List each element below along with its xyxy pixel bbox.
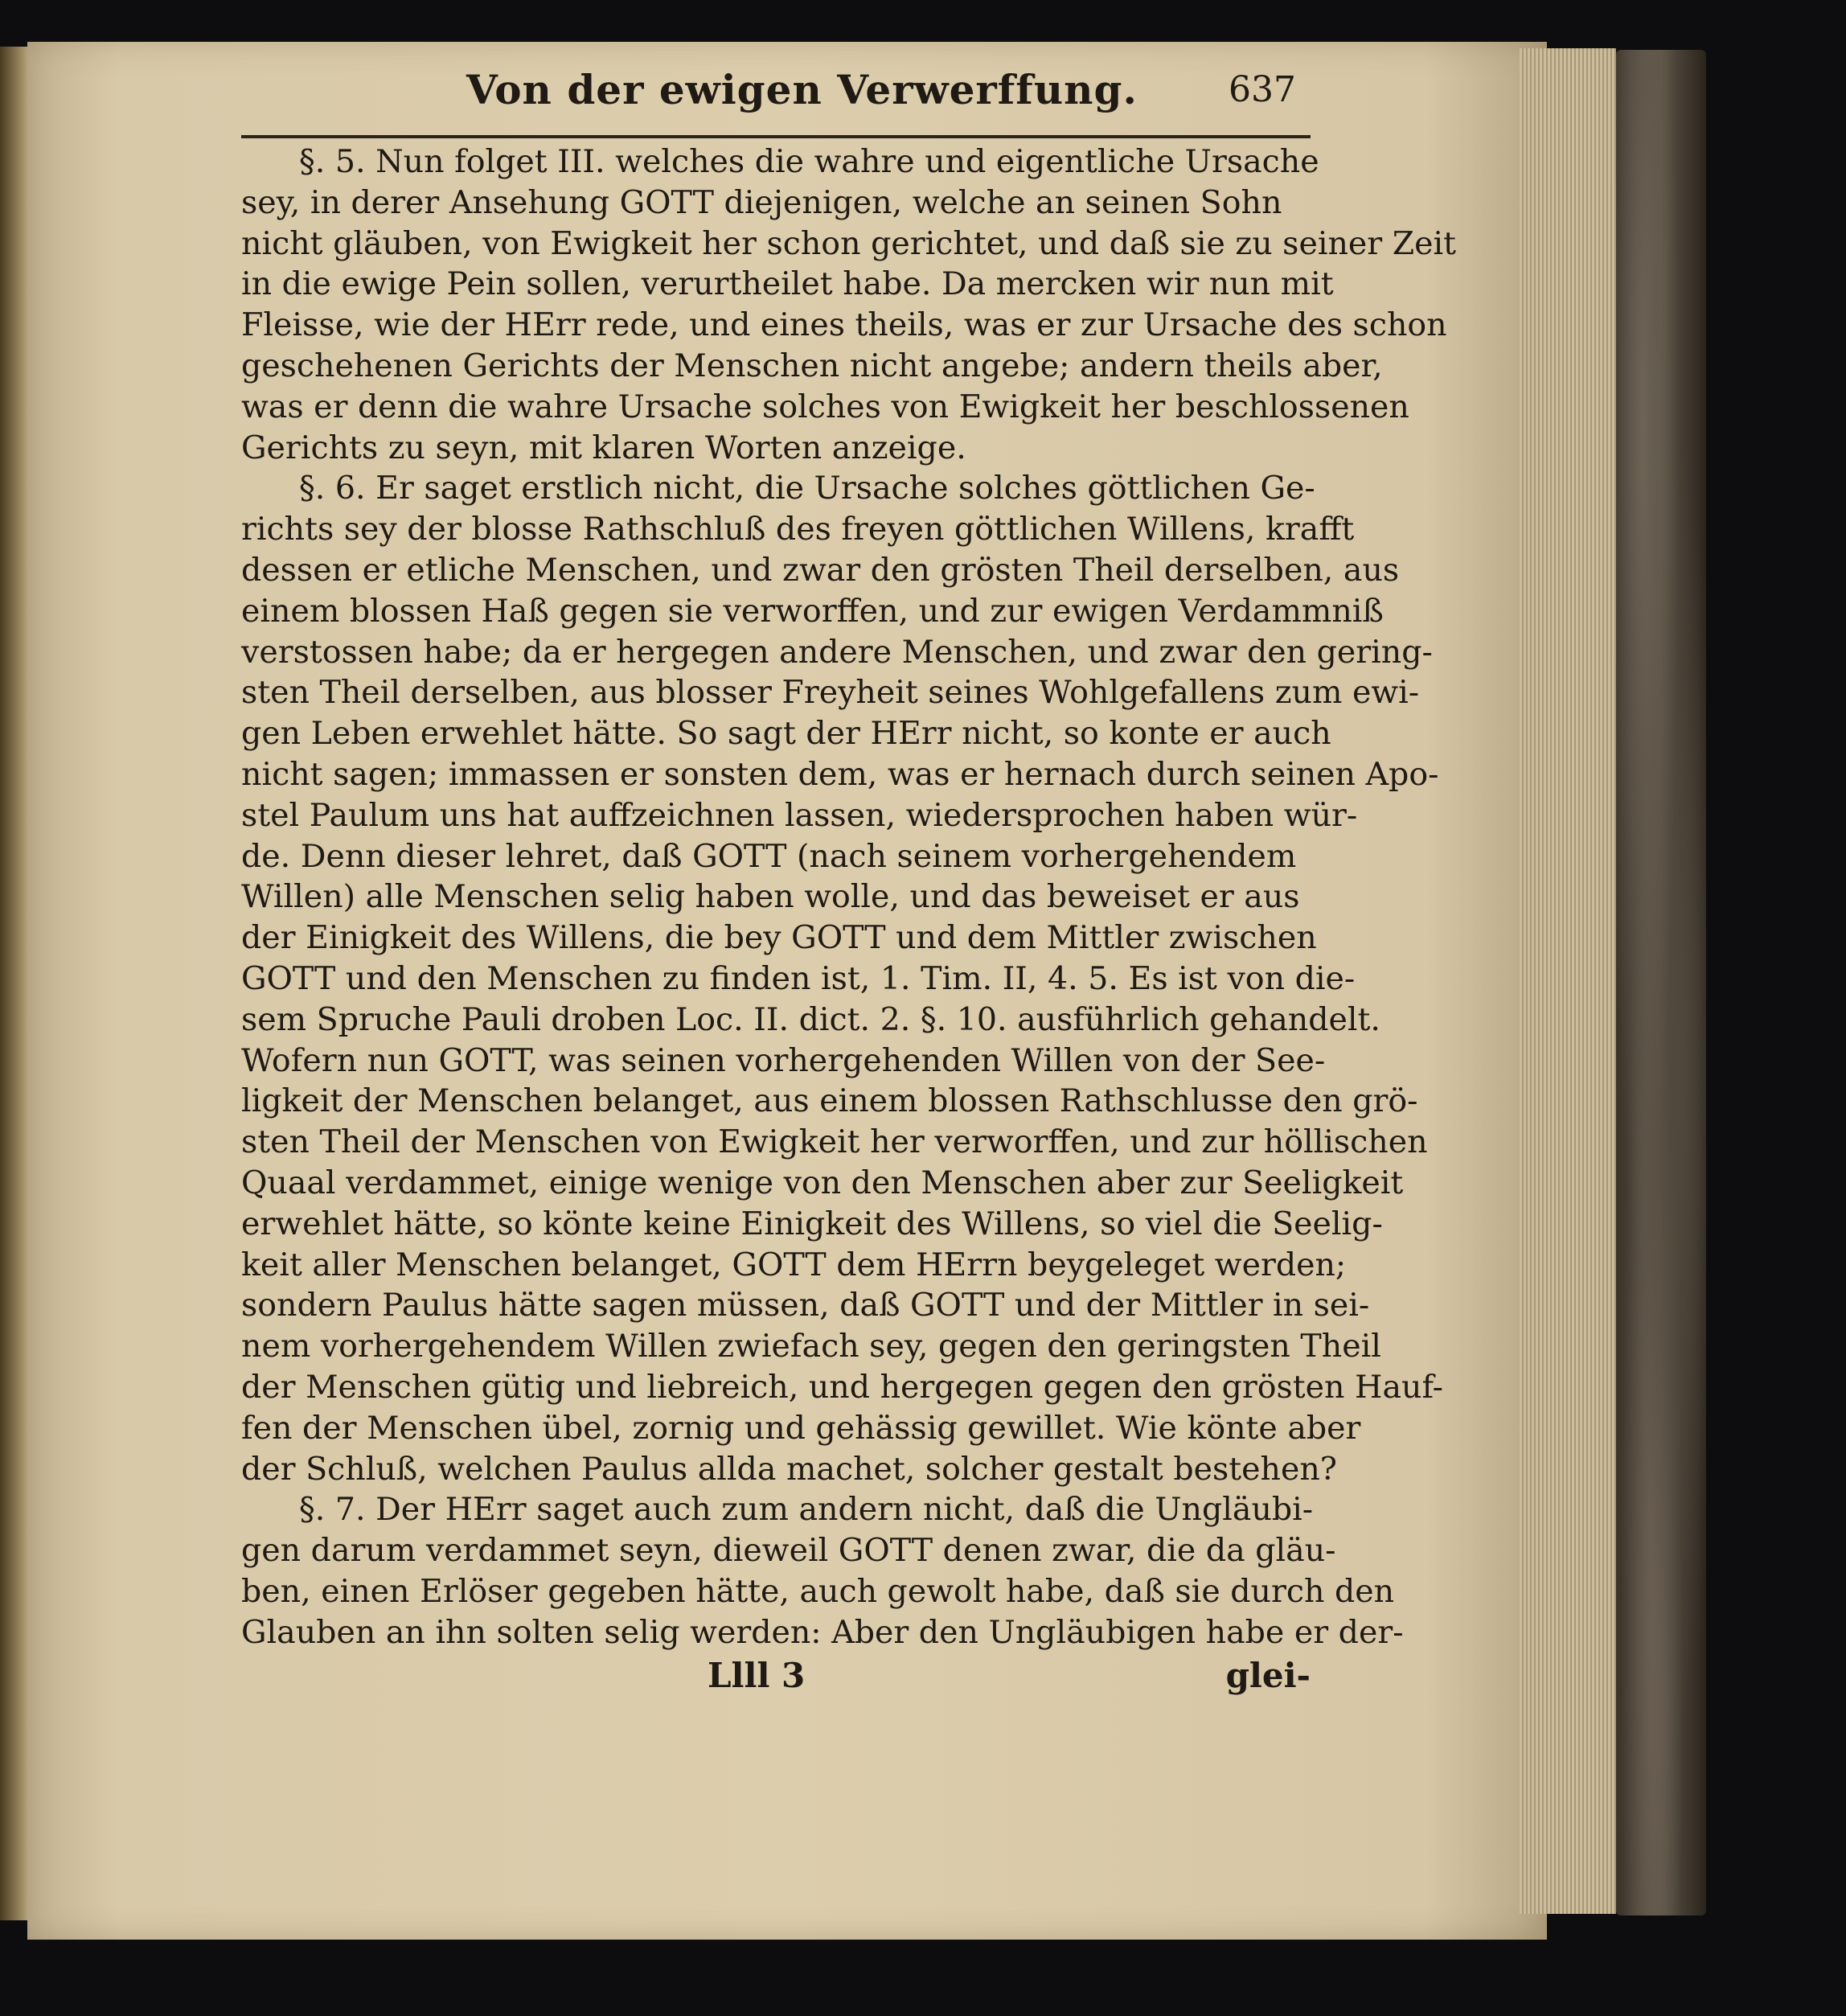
text-line: in die ewige Pein sollen, verurtheilet habe. Da mercken wir nun mit [241, 265, 1334, 303]
text-line: der Menschen gütig und liebreich, und hergegen gegen den grösten Hauf- [241, 1368, 1444, 1406]
running-title: Von der ewigen Verwerffung. [466, 66, 1138, 113]
text-line: einem blossen Haß gegen sie verworffen, und zur ewigen Verdammniß [241, 592, 1384, 630]
text-line: §. 6. Er saget erstlich nicht, die Ursache solches göttlichen Ge- [299, 470, 1315, 507]
page-stack-edge [1520, 48, 1616, 1914]
text-line: erwehlet hätte, so könte keine Einigkeit des Willens, so viel die Seelig- [241, 1205, 1383, 1242]
text-line: dessen er etliche Menschen, und zwar den grösten Theil derselben, aus [241, 551, 1400, 589]
text-line: gen darum verdammet seyn, dieweil GOTT denen zwar, die da gläu- [241, 1532, 1336, 1570]
text-line: Fleisse, wie der HErr rede, und eines theils, was er zur Ursache des schon [241, 306, 1447, 344]
header-rule [241, 135, 1311, 138]
page-footer [241, 1656, 1311, 1704]
text-line: sten Theil derselben, aus blosser Freyheit seines Wohlgefallens zum ewi- [241, 674, 1420, 712]
text-line: §. 7. Der HErr saget auch zum andern nicht, daß die Ungläubi- [299, 1491, 1314, 1529]
marbled-cover-board [1616, 50, 1706, 1915]
text-line: stel Paulum uns hat auffzeichnen lassen, wiedersprochen haben wür- [241, 796, 1358, 834]
text-line: nicht gläuben, von Ewigkeit her schon gerichtet, und daß sie zu seiner Zeit [241, 224, 1457, 262]
text-line: fen der Menschen übel, zornig und gehässig gewillet. Wie könte aber [241, 1409, 1361, 1447]
text-line: Glauben an ihn solten selig werden: Aber den Ungläubigen habe er der- [241, 1613, 1404, 1651]
text-line: Gerichts zu seyn, mit klaren Worten anzeige. [241, 429, 966, 466]
body-text [241, 142, 1457, 1653]
catchword: glei- [1225, 1656, 1311, 1696]
text-line: sondern Paulus hätte sagen müssen, daß GOTT und der Mittler in sei- [241, 1287, 1370, 1324]
text-line: der Schluß, welchen Paulus allda machet, solcher gestalt bestehen? [241, 1450, 1337, 1488]
page-header [241, 66, 1311, 130]
text-line: nicht sagen; immassen er sonsten dem, was er hernach durch seinen Apo- [241, 755, 1439, 793]
text-line: richts sey der blosse Rathschluß des freyen göttlichen Willens, krafft [241, 511, 1355, 548]
text-line: was er denn die wahre Ursache solches von Ewigkeit her beschlossenen [241, 388, 1409, 425]
text-line: sey, in derer Ansehung GOTT diejenigen, welche an seinen Sohn [241, 183, 1282, 221]
text-line: §. 5. Nun folget III. welches die wahre und eigentliche Ursache [299, 143, 1319, 180]
text-line: Wofern nun GOTT, was seinen vorhergehenden Willen von der See- [241, 1041, 1326, 1079]
text-line: GOTT und den Menschen zu finden ist, 1. Tim. II, 4. 5. Es ist von die- [241, 959, 1356, 997]
text-line: sten Theil der Menschen von Ewigkeit her verworffen, und zur höllischen [241, 1123, 1428, 1161]
text-line: der Einigkeit des Willens, die bey GOTT und dem Mittler zwischen [241, 919, 1317, 957]
text-line: nem vorhergehendem Willen zwiefach sey, gegen den geringsten Theil [241, 1328, 1381, 1365]
text-line: keit aller Menschen belanget, GOTT dem HErrn beygeleget werden; [241, 1246, 1347, 1283]
text-line: Quaal verdammet, einige wenige von den Menschen aber zur Seeligkeit [241, 1164, 1404, 1201]
page-number: 637 [1229, 69, 1296, 110]
text-line: ben, einen Erlöser gegeben hätte, auch gewolt habe, daß sie durch den [241, 1572, 1395, 1610]
text-line: de. Denn dieser lehret, daß GOTT (nach seinem vorhergehendem [241, 837, 1297, 875]
text-line: sem Spruche Pauli droben Loc. II. dict. 2. §. 10. ausführlich gehandelt. [241, 1000, 1380, 1038]
text-line: Willen) alle Menschen selig haben wolle, und das beweiset er aus [241, 878, 1300, 916]
text-line: verstossen habe; da er hergegen andere Menschen, und zwar den gering- [241, 633, 1433, 671]
text-line: geschehenen Gerichts der Menschen nicht angebe; andern theils aber, [241, 347, 1383, 384]
text-line: gen Leben erwehlet hätte. So sagt der HErr nicht, so konte er auch [241, 715, 1331, 753]
text-line: ligkeit der Menschen belanget, aus einem blossen Rathschlusse den grö- [241, 1082, 1418, 1120]
signature-mark: Llll 3 [708, 1656, 806, 1696]
text-block [241, 66, 1457, 1704]
left-page-edge [0, 47, 29, 1920]
